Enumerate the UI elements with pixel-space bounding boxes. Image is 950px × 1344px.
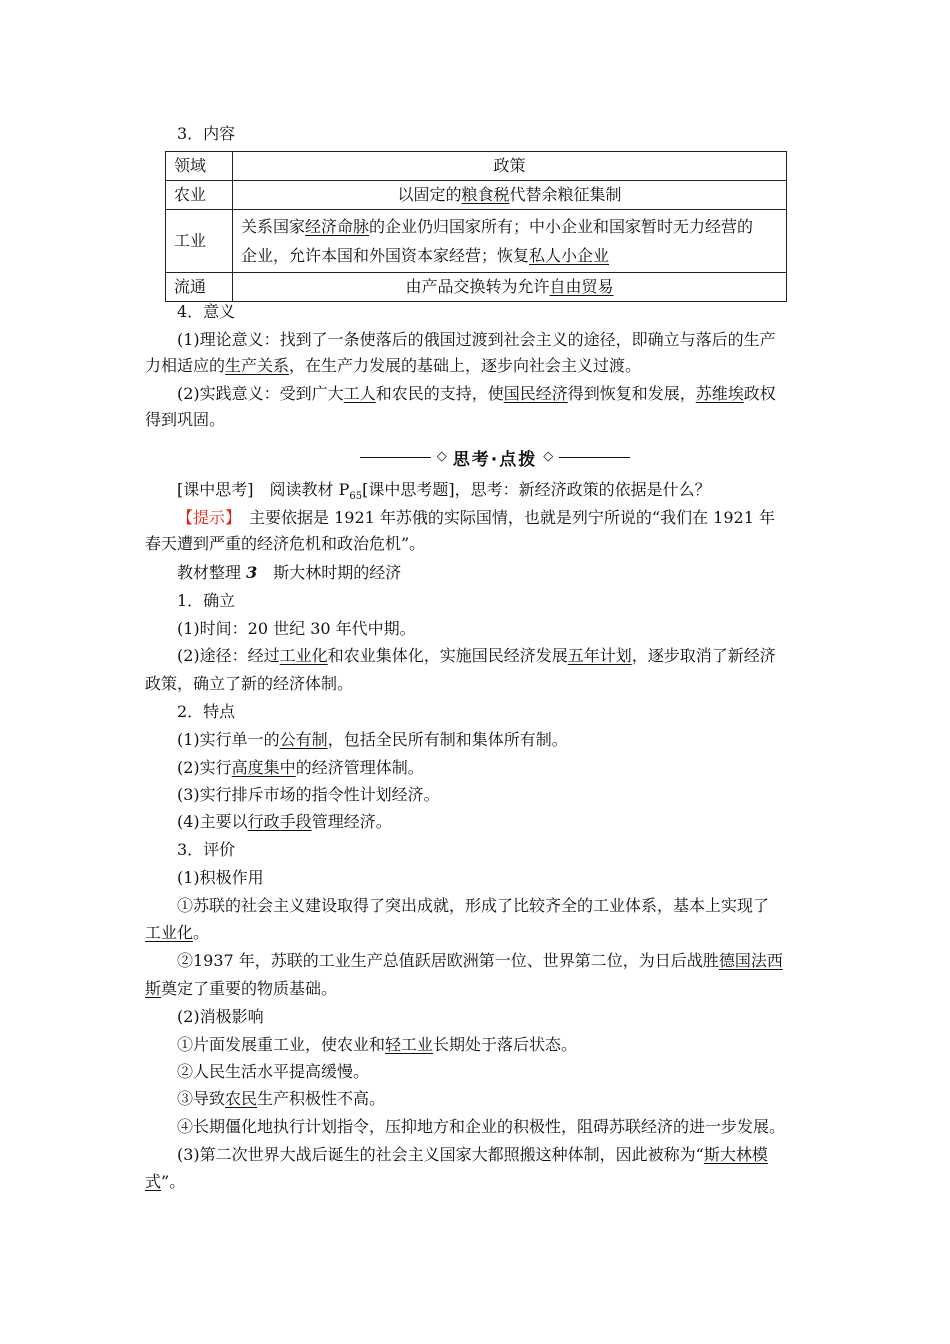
key-term: 粮食税	[461, 185, 510, 204]
paragraph-line: ②1937 年，苏联的工业生产总值跃居欧洲第一位、世界第二位，为日后战胜德国法西	[177, 951, 783, 970]
table-cell-field: 流通	[166, 273, 233, 302]
paragraph-line: 式”。	[145, 1172, 186, 1191]
material-heading: 教材整理 3 斯大林时期的经济	[177, 563, 402, 582]
table-cell-policy: 以固定的粮食税代替余粮征集制	[233, 181, 787, 210]
divider-line-right	[559, 457, 630, 458]
key-term: 农民	[225, 1089, 258, 1108]
key-term: 工业化	[279, 646, 328, 665]
subheading-features: 2．特点	[177, 702, 236, 721]
table-cell-policy: 由产品交换转为允许自由贸易	[233, 273, 787, 302]
paragraph-line: (2)途径：经过工业化和农业集体化，实施国民经济发展五年计划，逐步取消了新经济	[177, 646, 776, 665]
key-term: 德国法西	[718, 951, 783, 970]
paragraph-line: (1)理论意义：找到了一条使落后的俄国过渡到社会主义的途径，即确立与落后的生产	[177, 330, 776, 349]
paragraph-line: ①片面发展重工业，使农业和轻工业长期处于落后状态。	[177, 1035, 578, 1054]
paragraph-line: ②人民生活水平提高缓慢。	[177, 1062, 370, 1081]
divider-line-left	[360, 457, 431, 458]
paragraph-line: (3)实行排斥市场的指令性计划经济。	[177, 785, 440, 804]
table-cell-policy: 关系国家经济命脉的企业仍归国家所有；中小企业和国家暂时无力经营的 企业，允许本国和外国资本家经营；恢复私人小企业	[233, 210, 787, 273]
hint-line: 春天遭到严重的经济危机和政治危机”。	[145, 534, 426, 553]
key-term: 苏维埃	[695, 384, 744, 403]
paragraph-line: (2)消极影响	[177, 1007, 264, 1026]
key-term: 斯大林模	[703, 1145, 768, 1164]
table-row	[166, 181, 787, 210]
paragraph-line: 力相适应的生产关系，在生产力发展的基础上，逐步向社会主义过渡。	[145, 356, 642, 375]
table-header-policy: 政策	[233, 152, 787, 181]
paragraph-line: ④长期僵化地执行计划指令，压抑地方和企业的积极性，阻碍苏联经济的进一步发展。	[177, 1117, 786, 1136]
key-term: 经济命脉	[305, 217, 370, 236]
key-term: 生产关系	[225, 356, 290, 375]
paragraph-line: ①苏联的社会主义建设取得了突出成就，形成了比较齐全的工业体系，基本上实现了	[177, 896, 770, 915]
key-term: 高度集中	[231, 758, 296, 777]
paragraph-line: 工业化。	[145, 923, 210, 942]
key-term: 公有制	[279, 730, 328, 749]
key-term: 斯	[145, 979, 162, 998]
paragraph-line: (1)积极作用	[177, 868, 264, 887]
diamond-icon: ◇	[543, 449, 554, 464]
think-question: [课中思考] 阅读教材 $P_{65}$[课中思考题]，思考：新经济政策的依据是什么？	[177, 480, 711, 503]
paragraph-line: ③导致农民生产积极性不高。	[177, 1089, 386, 1108]
paragraph-line: 斯奠定了重要的物质基础。	[145, 979, 338, 998]
paragraph-line: 得到巩固。	[145, 410, 226, 429]
key-term: 工人	[343, 384, 376, 403]
key-term: 工业化	[145, 923, 194, 942]
paragraph-line: (2)实行高度集中的经济管理体制。	[177, 758, 424, 777]
table-row	[166, 210, 787, 273]
table-cell-field: 工业	[166, 210, 233, 273]
subheading-evaluation: 3．评价	[177, 840, 236, 859]
key-term: 自由贸易	[549, 277, 614, 296]
key-term: 国民经济	[503, 384, 568, 403]
key-term: 私人小企业	[529, 246, 610, 265]
key-term: 五年计划	[567, 646, 632, 665]
paragraph-line: (4)主要以行政手段管理经济。	[177, 812, 392, 831]
hint-tag: 【提示】	[177, 508, 234, 527]
paragraph-line: (2)实践意义：受到广大工人和农民的支持，使国民经济得到恢复和发展，苏维埃政权	[177, 384, 776, 403]
divider-title: 思考·点拨	[452, 449, 538, 470]
table-header-row	[166, 152, 787, 181]
paragraph-line: 政策，确立了新的经济体制。	[145, 674, 354, 693]
key-term: 轻工业	[385, 1035, 434, 1054]
table-header-field: 领域	[166, 152, 233, 181]
section-heading-meaning: 4．意义	[177, 302, 236, 321]
section-heading-content: 3．内容	[177, 124, 236, 143]
hint-line: 【提示】 主要依据是 1921 年苏俄的实际国情，也就是列宁所说的“我们在 1921 年	[177, 508, 775, 527]
table-row	[166, 273, 787, 302]
policy-table	[165, 151, 787, 302]
diamond-icon: ◇	[436, 449, 447, 464]
paragraph-line: (1)时间：20 世纪 30 年代中期。	[177, 619, 416, 638]
paragraph-line: (3)第二次世界大战后诞生的社会主义国家大都照搬这种体制，因此被称为“斯大林模	[177, 1145, 768, 1164]
subheading-establish: 1．确立	[177, 591, 236, 610]
paragraph-line: (1)实行单一的公有制，包括全民所有制和集体所有制。	[177, 730, 568, 749]
key-term: 行政手段	[247, 812, 312, 831]
think-divider	[360, 446, 630, 468]
key-term: 式	[145, 1172, 162, 1191]
table-cell-field: 农业	[166, 181, 233, 210]
